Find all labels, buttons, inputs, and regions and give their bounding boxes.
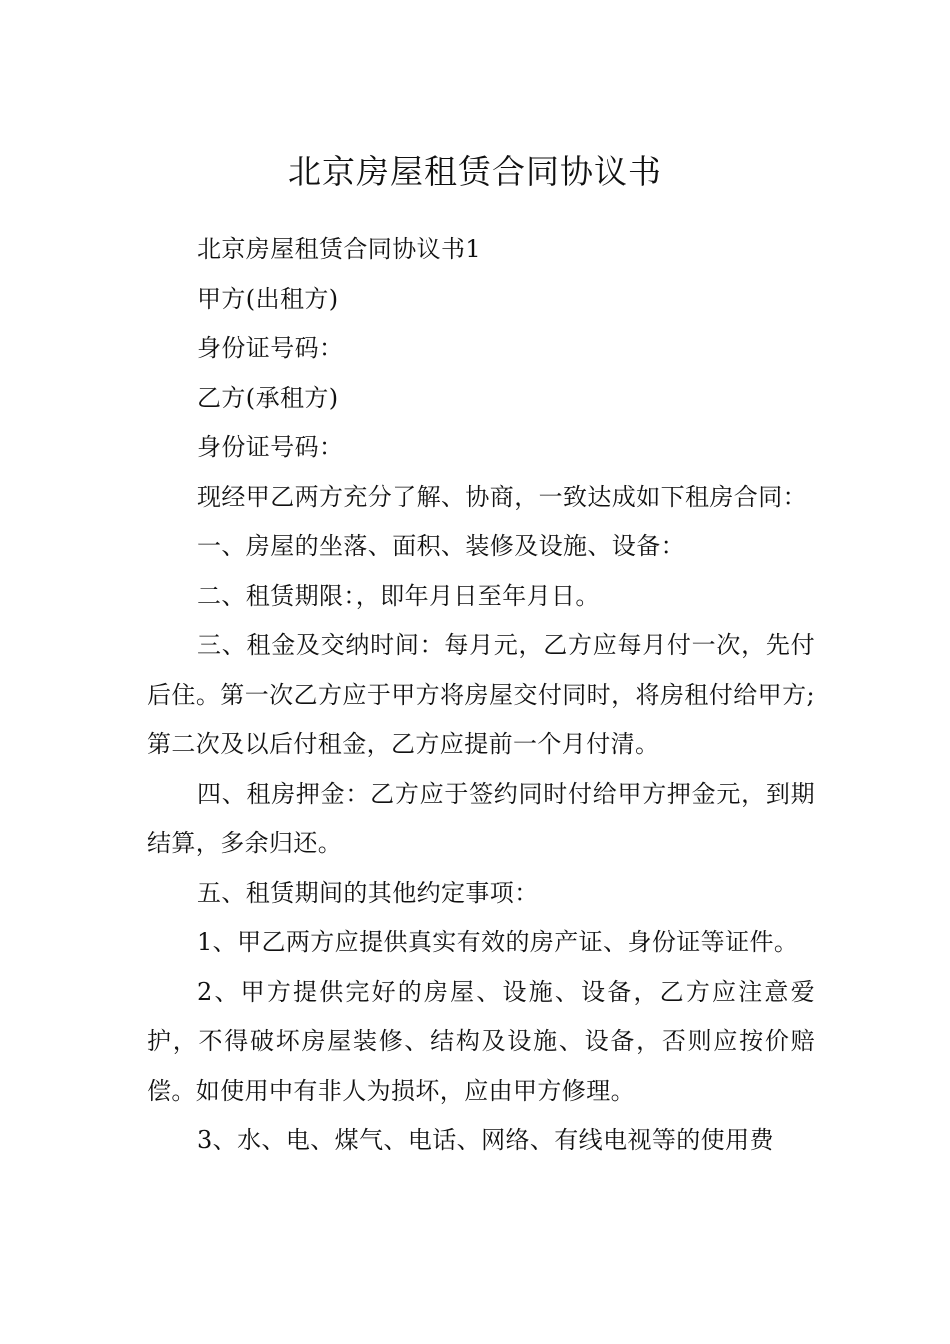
paragraph-party-b: 乙方(承租方) [197,383,339,412]
paragraph-clause-5: 五、租赁期间的其他约定事项： [197,878,539,907]
paragraph-party-a: 甲方(出租方) [197,284,339,313]
paragraph-party-b-id: 身份证号码： [197,433,344,461]
document-body [147,225,815,1166]
paragraph-clause-2: 二、租赁期限：，即年月日至年月日。 [197,581,600,610]
paragraph-clause-4: 四、租房押金：乙方应于签约同时付给甲方押金元，到期结算，多余归还。 [147,779,815,857]
paragraph-subtitle: 北京房屋租赁合同协议书1 [197,235,482,263]
paragraph-item-2: 2、甲方提供完好的房屋、设施、设备，乙方应注意爱护，不得破坏房屋装修、结构及设施、设备，否则应按价赔偿。如使用中有非人为损坏，应由甲方修理。 [147,977,815,1105]
paragraph-item-1: 1、甲乙两方应提供真实有效的房产证、身份证等证件。 [197,928,799,956]
paragraph-clause-3: 三、租金及交纳时间：每月元，乙方应每月付一次，先付后住。第一次乙方应于甲方将房屋交付同时，将房租付给甲方;第二次及以后付租金，乙方应提前一个月付清。 [147,631,815,758]
paragraph-clause-1: 一、房屋的坐落、面积、装修及设施、设备： [197,532,685,560]
document-title: 北京房屋租赁合同协议书 [288,152,662,192]
paragraph-item-3: 3、水、电、煤气、电话、网络、有线电视等的使用费 [197,1126,774,1154]
paragraph-party-a-id: 身份证号码： [197,334,344,362]
paragraph-preamble: 现经甲乙两方充分了解、协商，一致达成如下租房合同： [197,482,807,511]
